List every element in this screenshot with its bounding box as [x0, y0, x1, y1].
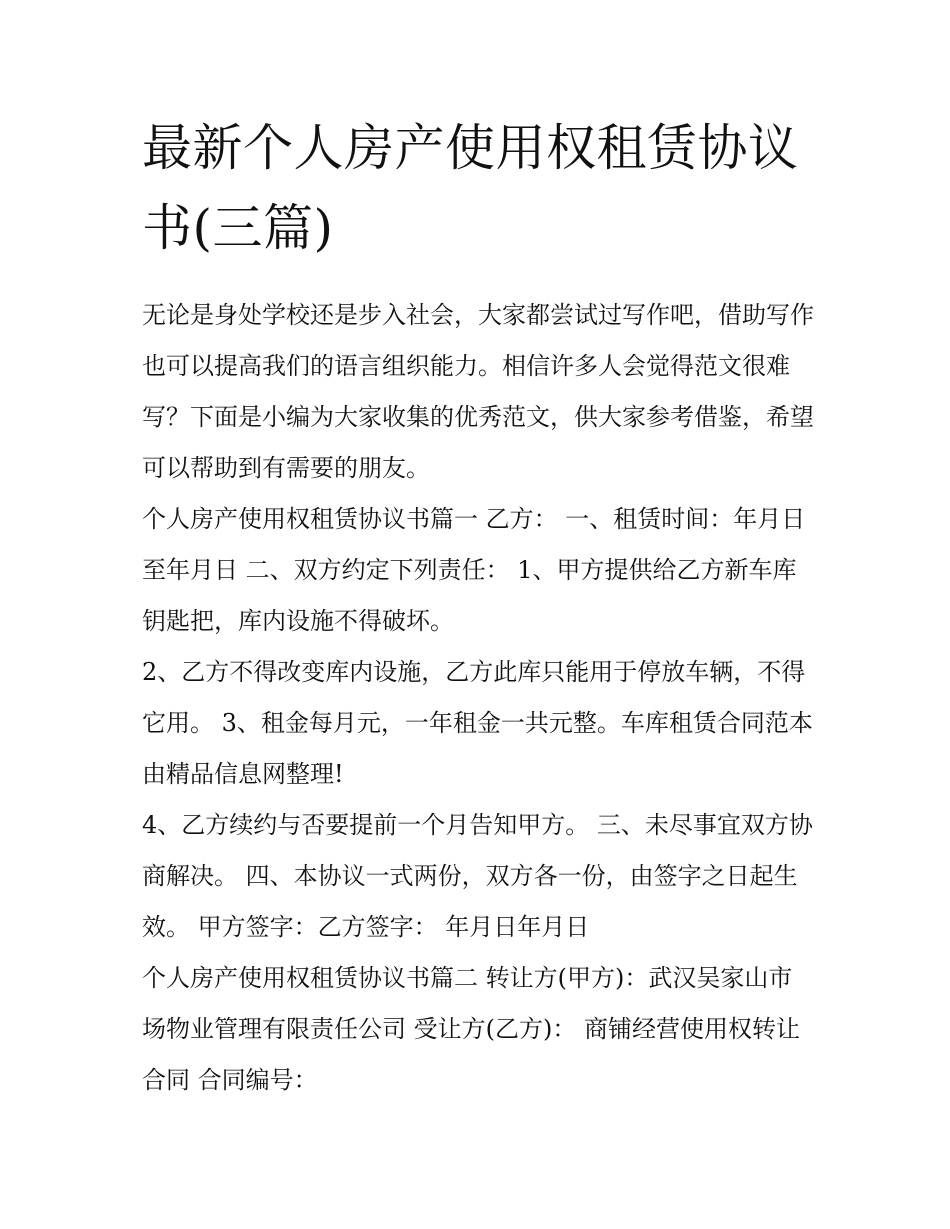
agreement-one-paragraph: 个人房产使用权租赁协议书篇一 乙方： 一、租赁时间：年月日至年月日 二、双方约定下列责任： 1、甲方提供给乙方新车库钥匙把，库内设施不得破坏。: [142, 505, 806, 635]
agreement-one-terms-paragraph: 2、乙方不得改变库内设施，乙方此库只能用于停放车辆，不得它用。 3、租金每月元，一年租金一共元整。车库租赁合同范本由精品信息网整理!: [142, 658, 813, 788]
document-page: [142, 108, 814, 1106]
intro-paragraph: 无论是身处学校还是步入社会，大家都尝试过写作吧，借助写作也可以提高我们的语言组织能力。相信许多人会觉得范文很难写？下面是小编为大家收集的优秀范文，供大家参考借鉴，希望可以帮助到有需要的朋友。: [142, 301, 814, 482]
agreement-two-paragraph: 个人房产使用权租赁协议书篇二 转让方(甲方)：武汉吴家山市场物业管理有限责任公司 受让方(乙方)： 商铺经营使用权转让合同 合同编号：: [142, 964, 800, 1094]
agreement-one-closing-paragraph: 4、乙方续约与否要提前一个月告知甲方。 三、未尽事宜双方协商解决。 四、本协议一式两份，双方各一份，由签字之日起生效。 甲方签字：乙方签字： 年月日年月日: [142, 811, 813, 941]
document-title: 最新个人房产使用权租赁协议书(三篇): [142, 119, 799, 257]
